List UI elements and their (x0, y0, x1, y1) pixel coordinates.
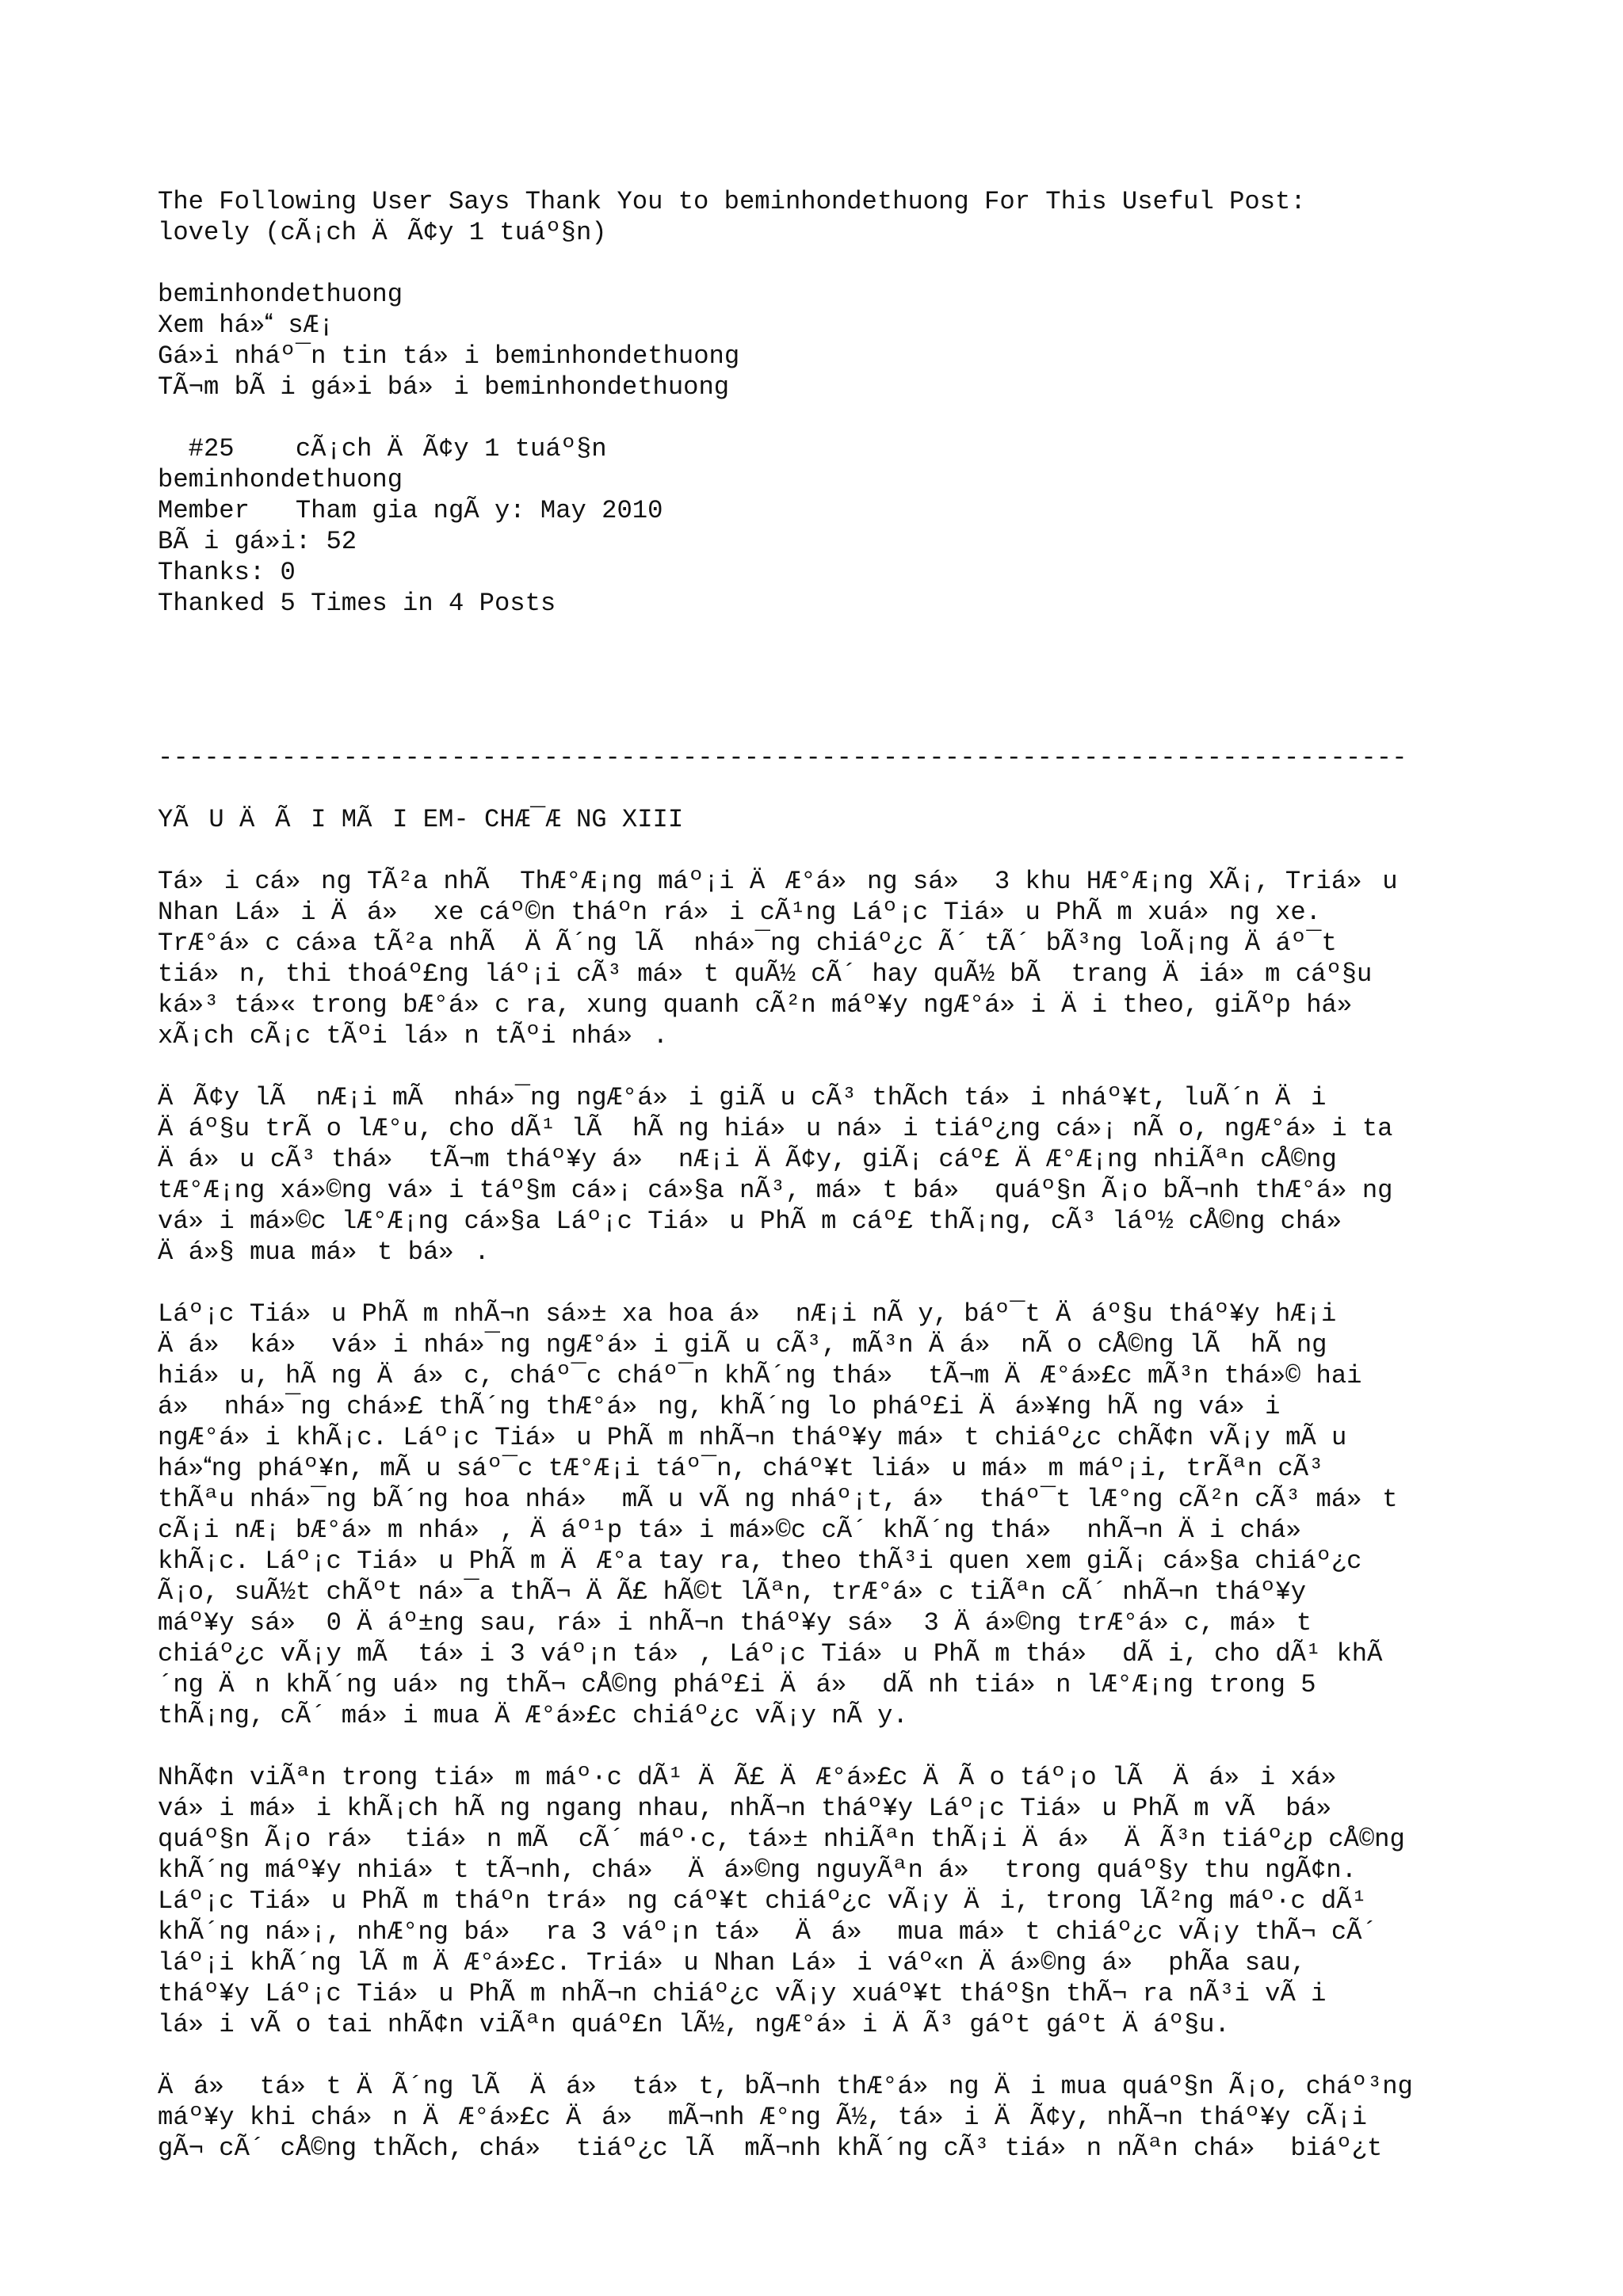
post-author[interactable]: beminhondethuong (158, 465, 403, 494)
paragraph-line: khÃ¡c. Láº¡c Tiá»u PhÃ m ÄÆ°a tay ra, theo thÃ³i quen xem giÃ¡ cá»§a chiáº¿c (158, 1547, 1362, 1576)
paragraph-line: Äá» ká» vá»i nhá»¯ng ngÆ°á»i giÃ u cÃ³, mÃ³n Äá» nÃ o cÅ©ng lÃ hÃ ng (158, 1330, 1327, 1360)
paragraph-line: Tá»i cá»ng TÃ²a nhÃ ThÆ°Æ¡ng máº¡i ÄÆ°á»ng sá» 3 khu HÆ°Æ¡ng XÃ¡, Triá»u (158, 867, 1398, 896)
paragraph-line: khÃ´ng ná»¡, nhÆ°ng bá» ra 3 váº¡n tá» Äá» mua má»t chiáº¿c vÃ¡y thÃ¬ cÃ´ (158, 1917, 1377, 1947)
forum-post-page (158, 186, 1473, 2164)
post-body (158, 804, 1473, 2164)
paragraph-line: lá»i vÃ o tai nhÃ¢n viÃªn quáº£n lÃ½, ngÆ°á»i ÄÃ³ gáºt gáºt Äáº§u. (158, 2010, 1230, 2039)
divider: --------------------------------------------------------------------------------- (158, 743, 1407, 772)
paragraph-line: khÃ´ng máº¥y nhiá»t tÃ¬nh, chá» Äá»©ng nguyÃªn á» trong quáº§y thu ngÃ¢n. (158, 1855, 1358, 1885)
paragraph-line: láº¡i khÃ´ng lÃ m ÄÆ°á»£c. Triá»u Nhan Lá»i váº«n Äá»©ng á» phÃa sau, (158, 1948, 1307, 1978)
post-number[interactable]: #25 cÃ¡ch ÄÃ¢y 1 tuáº§n (158, 434, 607, 463)
paragraph-line: chiáº¿c vÃ¡y mÃ tá»i 3 váº¡n tá», Láº¡c Tiá»u PhÃ m thá» dÃ i, cho dÃ¹ khÃ (158, 1639, 1383, 1669)
paragraph (158, 1299, 1473, 1731)
story-title: YÃU ÄÃI MÃI EM- CHÆ¯Æ NG XIII (158, 805, 684, 834)
paragraph-line: tháº¥y Láº¡c Tiá»u PhÃ m nhÃ¬n chiáº¿c vÃ¡y xuáº¥t tháº§n thÃ¬ ra nÃ³i vÃ i (158, 1979, 1327, 2008)
paragraph-line: ÄÃ¢y lÃ nÆ¡i mÃ nhá»¯ng ngÆ°á»i giÃ u cÃ³ thÃch tá»i nháº¥t, luÃ´n Äi (158, 1083, 1327, 1112)
paragraph-line: tÆ°Æ¡ng xá»©ng vá»i táº§m cá»¡ cá»§a nÃ³, má»t bá» quáº§n Ã¡o bÃ¬nh thÆ°á»ng (158, 1176, 1393, 1205)
paragraph (158, 2071, 1473, 2164)
paragraph (158, 1762, 1473, 2040)
paragraph-line: gÃ¬ cÃ´ cÅ©ng thÃch, chá» tiáº¿c lÃ mÃ¬nh khÃ´ng cÃ³ tiá»n nÃªn chá» biáº¿t (158, 2134, 1383, 2163)
paragraph-line: ngÆ°á»i khÃ¡c. Láº¡c Tiá»u PhÃ m nhÃ¬n tháº¥y má»t chiáº¿c chÃ¢n vÃ¡y mÃ u (158, 1423, 1347, 1452)
paragraph-line: Äá» tá»t ÄÃ´ng lÃ Äá» tá»t, bÃ¬nh thÆ°á»ng Äi mua quáº§n Ã¡o, cháº³ng (158, 2072, 1413, 2101)
paragraph-line: á» nhá»¯ng chá»£ thÃ´ng thÆ°á»ng, khÃ´ng lo pháº£i Äá»¥ng hÃ ng vá»i (158, 1392, 1281, 1421)
paragraph-line: tiá»n, thi thoáº£ng láº¡i cÃ³ má»t quÃ½ cÃ´ hay quÃ½ bÃ trang Äiá»m cáº§u (158, 959, 1373, 989)
author-thanks: Thanks: 0 (158, 558, 296, 587)
author-rank-joined: Member Tham gia ngÃ y: May 2010 (158, 496, 663, 525)
paragraph-line: ´ng Än khÃ´ng uá»ng thÃ¬ cÅ©ng pháº£i Äá» dÃ nh tiá»n lÆ°Æ¡ng trong 5 (158, 1670, 1316, 1699)
paragraph-line: Äáº§u trÃ o lÆ°u, cho dÃ¹ lÃ hÃ ng hiá»u ná»i tiáº¿ng cá»¡ nÃ o, ngÆ°á»i ta (158, 1114, 1393, 1143)
paragraph-line: Láº¡c Tiá»u PhÃ m tháºn trá»ng cáº¥t chiáº¿c vÃ¡y Äi, trong lÃ²ng máº·c dÃ¹ (158, 1886, 1367, 1916)
author-thanked: Thanked 5 Times in 4 Posts (158, 589, 556, 618)
post-meta (158, 433, 1473, 619)
paragraph-line: Äá»§ mua má»t bá». (158, 1238, 490, 1267)
paragraph-line: vá»i má»i khÃ¡ch hÃ ng ngang nhau, nhÃ¬n tháº¥y Láº¡c Tiá»u PhÃ m vÃ bá» (158, 1794, 1352, 1823)
paragraph-line: ká»³ tá»« trong bÆ°á»c ra, xung quanh cÃ²n máº¥y ngÆ°á»i Äi theo, giÃºp há» (158, 990, 1373, 1020)
paragraph-line: Láº¡c Tiá»u PhÃ m nhÃ¬n sá»± xa hoa á» nÆ¡i nÃ y, báº¯t Äáº§u tháº¥y hÆ¡i (158, 1299, 1337, 1329)
paragraph-line: hiá»u, hÃ ng Äá»c, cháº¯c cháº¯n khÃ´ng thá» tÃ¬m ÄÆ°á»£c mÃ³n thá»© hai (158, 1361, 1362, 1390)
paragraph-line: máº¥y sá» 0 Äáº±ng sau, rá»i nhÃ¬n tháº¥y sá» 3 Äá»©ng trÆ°á»c, má»t (158, 1608, 1312, 1638)
paragraph-line: máº¥y khi chá»n ÄÆ°á»£c Äá» mÃ¬nh Æ°ng Ã½, tá»i ÄÃ¢y, nhÃ¬n tháº¥y cÃ¡i (158, 2103, 1367, 2132)
thanks-user-link[interactable]: lovely (cÃ¡ch ÄÃ¢y 1 tuáº§n) (158, 218, 607, 247)
paragraph-line: xÃ¡ch cÃ¡c tÃºi lá»n tÃºi nhá». (158, 1021, 669, 1051)
paragraph-line: TrÆ°á»c cá»a tÃ²a nhÃ ÄÃ´ng lÃ nhá»¯ng chiáº¿c Ã´ tÃ´ bÃ³ng loÃ¡ng Äáº¯t (158, 929, 1337, 958)
paragraph-line: há»ng pháº¥n, mÃ u sáº¯c tÆ°Æ¡i táº¯n, cháº¥t liá»u má»m máº¡i, trÃªn cÃ³ (158, 1454, 1324, 1483)
send-message-link[interactable]: Gá»i nháº¯n tin tá»i beminhondethuong (158, 341, 740, 371)
paragraph-line: Nhan Lá»i Äá» xe cáº©n tháºn rá»i cÃ¹ng Láº¡c Tiá»u PhÃ m xuá»ng xe. (158, 898, 1321, 927)
paragraph-line: NhÃ¢n viÃªn trong tiá»m máº·c dÃ¹ ÄÃ£ ÄÆ°á»£c ÄÃ o táº¡o lÃ Äá»i xá» (158, 1763, 1337, 1792)
user-menu-username[interactable]: beminhondethuong (158, 280, 403, 309)
paragraph-line: Äá»u cÃ³ thá» tÃ¬m tháº¥y á» nÆ¡i ÄÃ¢y, giÃ¡ cáº£ ÄÆ°Æ¡ng nhiÃªn cÅ©ng (158, 1145, 1337, 1174)
thanks-section (158, 186, 1473, 248)
user-menu (158, 279, 1473, 402)
paragraph-line: Ã¡o, suÃ½t chÃºt ná»¯a thÃ¬ ÄÃ£ hÃ©t lÃªn, trÆ°á»c tiÃªn cÃ´ nhÃ¬n tháº¥y (158, 1577, 1307, 1607)
paragraph-line: vá»i má»©c lÆ°Æ¡ng cá»§a Láº¡c Tiá»u PhÃ m cáº£ thÃ¡ng, cÃ³ láº½ cÅ©ng chá» (158, 1207, 1362, 1236)
paragraph-line: quáº§n Ã¡o rá» tiá»n mÃ cÃ´ máº·c, tá»± nhiÃªn thÃ¡i Äá» ÄÃ³n tiáº¿p cÅ©ng (158, 1825, 1405, 1854)
paragraph-line: thÃ¡ng, cÃ´ má»i mua ÄÆ°á»£c chiáº¿c vÃ¡y nÃ y. (158, 1701, 908, 1730)
author-post-count: BÃ i gá»i: 52 (158, 527, 357, 556)
thanks-header: The Following User Says Thank You to beminhondethuong For This Useful Post: (158, 187, 1306, 216)
paragraph-line: thÃªu nhá»¯ng bÃ´ng hoa nhá» mÃ u vÃ ng nháº¡t, á» tháº¯t lÆ°ng cÃ²n cÃ³ má»t (158, 1485, 1398, 1514)
paragraph-line: cÃ¡i nÆ¡ bÆ°á»m nhá», Äáº¹p tá»i má»©c cÃ´ khÃ´ng thá» nhÃ¬n Äi chá» (158, 1516, 1322, 1545)
paragraph (158, 866, 1473, 1051)
view-profile-link[interactable]: Xem há» sÆ¡ (158, 311, 334, 340)
find-posts-link[interactable]: TÃ¬m bÃ i gá»i bá»i beminhondethuong (158, 372, 730, 402)
paragraph (158, 1082, 1473, 1268)
